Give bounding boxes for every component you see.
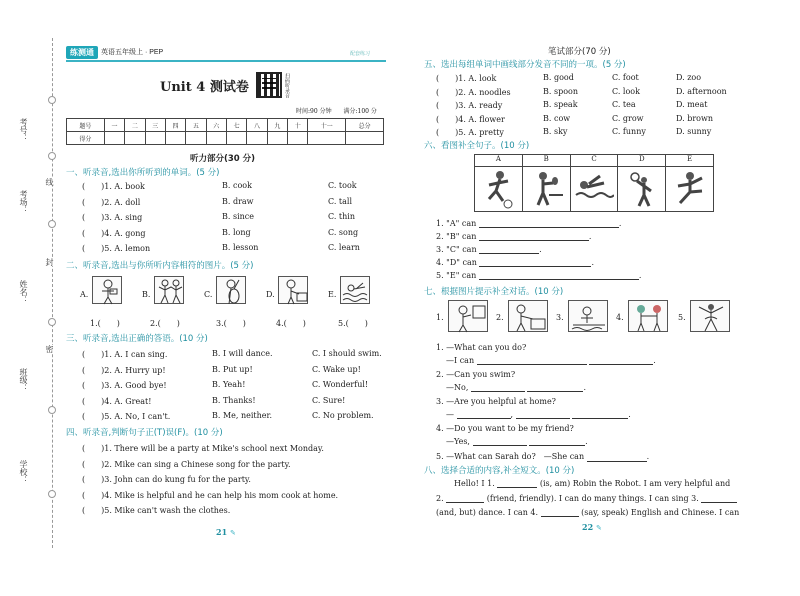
- sentence-prefix: 2. "B" can: [436, 232, 477, 241]
- picture-cooking-icon: [278, 276, 308, 304]
- page-title: Unit 4 测试卷: [160, 80, 249, 95]
- dialog-line-3: 3. —Are you helpful at home?: [436, 397, 556, 406]
- dialog-answer-1: —I can .: [446, 356, 656, 365]
- score-input[interactable]: [145, 132, 165, 145]
- list-item[interactable]: ( )3. John can do kung fu for the party.: [82, 475, 251, 484]
- option-c[interactable]: C. Sure!: [312, 396, 346, 405]
- option-b[interactable]: B. since: [222, 212, 254, 221]
- list-item[interactable]: ( )3. A. sing: [82, 213, 143, 222]
- option-b[interactable]: B. I will dance.: [212, 349, 273, 358]
- time-limit: 时间:90 分钟: [296, 108, 332, 115]
- score-cell: 得分: [67, 132, 105, 145]
- listening-section-title: 听力部分(30 分): [190, 154, 256, 164]
- option-c[interactable]: C. took: [328, 181, 357, 190]
- answer-slot[interactable]: 3.( ): [216, 319, 246, 328]
- option-c[interactable]: C. learn: [328, 243, 360, 252]
- passage-line-1: [454, 479, 730, 488]
- list-item[interactable]: ( )4. A. gong: [82, 229, 146, 238]
- answer-prefix: —No,: [446, 383, 469, 392]
- score-table: [66, 118, 384, 145]
- section-3-title: 三、听录音,选出正确的答语。(10 分): [66, 334, 208, 344]
- exam-number-label: 考号：: [19, 118, 28, 142]
- option-c[interactable]: C. Wonderful!: [312, 380, 369, 389]
- picture-reading-icon: [92, 276, 122, 304]
- option-b[interactable]: B. cow: [543, 114, 571, 123]
- blank-input[interactable]: [497, 480, 537, 488]
- option-b[interactable]: B. lesson: [222, 243, 259, 252]
- column-header: C: [571, 155, 619, 166]
- sports-picture-table: [474, 154, 714, 212]
- list-item[interactable]: ( )2. Mike can sing a Chinese song for the party.: [82, 460, 291, 469]
- sentence-5: 5. "E" can .: [436, 271, 642, 280]
- blank-input[interactable]: [457, 411, 511, 419]
- sentence-prefix: 5. "E" can: [436, 271, 477, 280]
- option-b[interactable]: B. spoon: [543, 87, 578, 96]
- sentence-3: 3. "C" can .: [436, 245, 542, 254]
- option-b[interactable]: B. speak: [543, 100, 578, 109]
- list-item[interactable]: ( )2. A. Hurry up!: [82, 366, 166, 375]
- option-c[interactable]: C. tall: [328, 197, 353, 206]
- column-header: E: [687, 155, 693, 163]
- score-cell: 一: [104, 119, 124, 132]
- blank-input[interactable]: [471, 384, 525, 392]
- sentence-2: 2. "B" can .: [436, 232, 592, 241]
- name-label: 姓名：: [19, 280, 28, 304]
- option-c[interactable]: C. song: [328, 228, 359, 237]
- score-input[interactable]: [346, 132, 384, 145]
- list-item[interactable]: ( )2. A. noodles: [436, 88, 511, 97]
- score-input[interactable]: [165, 132, 185, 145]
- blank-input[interactable]: [701, 495, 737, 503]
- section-5-title: 五、选出每组单词中画线部分发音不同的一项。(5 分): [424, 60, 626, 70]
- option-b[interactable]: B. cook: [222, 181, 252, 190]
- dialog-line-4: 4. —Do you want to be my friend?: [436, 424, 574, 433]
- two-friends-icon: [628, 300, 668, 332]
- sentence-prefix: 1. "A" can: [436, 219, 477, 228]
- score-table-score-row: [67, 132, 384, 145]
- dialog-line-1: 1. —What can you do?: [436, 343, 527, 352]
- list-item[interactable]: ( )5. A. pretty: [436, 128, 504, 137]
- blank-input[interactable]: [589, 357, 653, 365]
- ping-pong-icon: [523, 167, 571, 211]
- football-icon: [475, 167, 523, 211]
- sentence-prefix: 3. "C" can: [436, 245, 477, 254]
- page-number-left: 21: [216, 527, 228, 537]
- list-item[interactable]: ( )2. A. doll: [82, 198, 141, 207]
- score-cell: 题号: [67, 119, 105, 132]
- list-item[interactable]: ( )3. A. Good bye!: [82, 381, 167, 390]
- score-table-header-row: [67, 119, 384, 132]
- score-cell: 总分: [346, 119, 384, 132]
- page-number-right: 22: [582, 522, 594, 532]
- blank-input[interactable]: [572, 411, 628, 419]
- picture-swimming-icon: [340, 276, 370, 304]
- option-d[interactable]: D. meat: [676, 100, 708, 109]
- picture-pipa-icon: [216, 276, 246, 304]
- pic-letter-e: E.: [328, 290, 337, 299]
- section-1-title: 一、听录音,选出你所听到的单词。(5 分): [66, 168, 220, 178]
- answer-prefix: —Yes,: [446, 437, 470, 446]
- sentence-1: 1. "A" can .: [436, 219, 622, 228]
- passage-text: (say, speak) English and Chinese. I can: [581, 508, 740, 517]
- brand-header: [66, 45, 163, 59]
- binding-mark-line: 线: [45, 178, 54, 186]
- class-label: 班级：: [19, 368, 28, 392]
- score-input[interactable]: [186, 132, 206, 145]
- full-score: 满分:100 分: [343, 108, 377, 115]
- answer-slot[interactable]: 1.( ): [90, 319, 120, 328]
- score-cell: 十一: [308, 119, 346, 132]
- sentence-4: 4. "D" can .: [436, 258, 594, 267]
- score-cell: 七: [226, 119, 246, 132]
- option-b[interactable]: B. long: [222, 228, 251, 237]
- dialog-answer-4: —Yes, .: [446, 437, 588, 446]
- option-c[interactable]: C. look: [612, 87, 640, 96]
- list-item[interactable]: ( )1. A. book: [82, 182, 145, 191]
- blank-input[interactable]: [479, 246, 539, 254]
- list-item[interactable]: ( )1. A. look: [436, 74, 497, 83]
- list-item[interactable]: ( )4. Mike is helpful and he can help his mom cook at home.: [82, 491, 339, 500]
- time-info: [296, 106, 377, 115]
- blank-input[interactable]: [587, 454, 647, 462]
- score-input[interactable]: [226, 132, 246, 145]
- answer-slot[interactable]: 2.( ): [150, 319, 180, 328]
- answer-prefix: —I can: [446, 356, 475, 365]
- score-cell: 十: [288, 119, 308, 132]
- answer-slot[interactable]: 4.( ): [276, 319, 306, 328]
- blank-input[interactable]: [527, 384, 583, 392]
- option-c[interactable]: C. Wake up!: [312, 365, 361, 374]
- option-b[interactable]: B. draw: [222, 197, 254, 206]
- blank-input[interactable]: [479, 272, 639, 280]
- option-d[interactable]: D. zoo: [676, 73, 702, 82]
- painting-kids-icon: [448, 300, 488, 332]
- school-label: 学校：: [19, 460, 28, 484]
- blank-input[interactable]: [529, 438, 585, 446]
- score-cell: 六: [206, 119, 226, 132]
- passage-text: Hello! I 1.: [454, 479, 495, 488]
- option-d[interactable]: D. brown: [676, 114, 713, 123]
- passage-text: (friend, friendly). I can do many things. I can sing 3.: [486, 494, 699, 503]
- list-item[interactable]: ( )5. Mike can't wash the clothes.: [82, 506, 231, 515]
- pic-label: 1.: [436, 313, 444, 322]
- dialog-line-2: 2. —Can you swim?: [436, 370, 516, 379]
- pic-label: 2.: [496, 313, 504, 322]
- pencil-icon: ✎: [230, 529, 236, 537]
- qr-code-icon[interactable]: [256, 72, 282, 98]
- section-7-title: 七、根据图片提示补全对话。(10 分): [424, 287, 564, 297]
- swimming-icon: [571, 167, 619, 211]
- brand-logo: 练测通: [66, 46, 98, 59]
- written-section-title: 笔试部分(70 分): [548, 47, 611, 57]
- sentence-prefix: 4. "D" can: [436, 258, 477, 267]
- binding-hole: [48, 96, 56, 104]
- blank-input[interactable]: [516, 411, 570, 419]
- blank-input[interactable]: [479, 233, 589, 241]
- score-input[interactable]: [247, 132, 267, 145]
- header-rule: [66, 60, 386, 62]
- pic-label: 4.: [616, 313, 624, 322]
- score-input[interactable]: [308, 132, 346, 145]
- list-item[interactable]: ( )3. A. ready: [436, 101, 503, 110]
- pic-label: 3.: [556, 313, 564, 322]
- option-b[interactable]: B. sky: [543, 127, 568, 136]
- list-item[interactable]: ( )5. A. No, I can't.: [82, 412, 171, 421]
- series-label: 英语五年级上 · PEP: [101, 49, 164, 56]
- passage-line-3: [436, 508, 739, 517]
- basketball-icon: [618, 167, 666, 211]
- option-b[interactable]: B. good: [543, 73, 574, 82]
- dialog-line-5: 5. —What can Sarah do? —She can .: [436, 452, 650, 461]
- option-b[interactable]: B. Put up!: [212, 365, 253, 374]
- header-tag: 配套练习: [350, 51, 371, 57]
- pic-letter-c: C.: [204, 290, 213, 299]
- score-input[interactable]: [267, 132, 287, 145]
- list-item[interactable]: ( )1. A. I can sing.: [82, 350, 168, 359]
- column-header: A: [475, 155, 523, 166]
- cooking-kitchen-icon: [508, 300, 548, 332]
- binding-hole: [48, 406, 56, 414]
- section-6-title: 六、看图补全句子。(10 分): [424, 141, 530, 151]
- option-c[interactable]: C. funny: [612, 127, 646, 136]
- option-b[interactable]: B. Me, neither.: [212, 411, 273, 420]
- list-item[interactable]: ( )4. A. flower: [436, 115, 505, 124]
- pic-label: 5.: [678, 313, 686, 322]
- blank-input[interactable]: [446, 495, 484, 503]
- option-c[interactable]: C. tea: [612, 100, 636, 109]
- option-d[interactable]: D. sunny: [676, 127, 712, 136]
- answer-prefix: —: [446, 410, 454, 419]
- binding-hole: [48, 490, 56, 498]
- score-input[interactable]: [125, 132, 145, 145]
- passage-text: 2.: [436, 494, 444, 503]
- kung-fu-icon: [666, 167, 713, 211]
- dialog-answer-3: — , .: [446, 410, 631, 419]
- blank-input[interactable]: [479, 220, 619, 228]
- blank-input[interactable]: [477, 357, 587, 365]
- score-cell: 三: [145, 119, 165, 132]
- passage-text: (and, but) dance. I can 4.: [436, 508, 539, 517]
- blank-input[interactable]: [473, 438, 527, 446]
- score-cell: 四: [165, 119, 185, 132]
- passage-line-2: [436, 494, 737, 503]
- section-2-title: 二、听录音,选出与你所听内容相符的图片。(5 分): [66, 261, 254, 271]
- pic-letter-b: B.: [142, 290, 151, 299]
- score-cell: 五: [186, 119, 206, 132]
- binding-line: [52, 38, 53, 548]
- blank-input[interactable]: [541, 509, 579, 517]
- section-4-title: 四、听录音,判断句子正(T)误(F)。(10 分): [66, 428, 223, 438]
- binding-mark-seal: 封: [45, 258, 54, 266]
- pic-letter-a: A.: [80, 290, 89, 299]
- score-cell: 九: [267, 119, 287, 132]
- column-header: B: [523, 155, 571, 166]
- dialog-answer-2: —No, .: [446, 383, 586, 392]
- list-item[interactable]: ( )4. A. Great!: [82, 397, 152, 406]
- option-c[interactable]: C. foot: [612, 73, 639, 82]
- section-8-title: 八、选择合适的内容,补全短文。(10 分): [424, 466, 575, 476]
- binding-hole: [48, 318, 56, 326]
- option-b[interactable]: B. Thanks!: [212, 396, 256, 405]
- blank-input[interactable]: [479, 259, 591, 267]
- swimming-pool-icon: [568, 300, 608, 332]
- score-cell: 二: [125, 119, 145, 132]
- score-cell: 八: [247, 119, 267, 132]
- column-header: D: [618, 155, 666, 166]
- qr-caption: 扫码听录音: [284, 73, 290, 98]
- passage-text: (is, am) Robin the Robot. I am very helpful and: [539, 479, 731, 488]
- option-d[interactable]: D. afternoon: [676, 87, 727, 96]
- option-c[interactable]: C. No problem.: [312, 411, 374, 420]
- score-input[interactable]: [206, 132, 226, 145]
- exam-room-label: 考场：: [19, 190, 28, 214]
- option-c[interactable]: C. I should swim.: [312, 349, 382, 358]
- ballet-dancer-icon: [690, 300, 730, 332]
- option-c[interactable]: C. thin: [328, 212, 355, 221]
- option-b[interactable]: B. Yeah!: [212, 380, 246, 389]
- score-input[interactable]: [288, 132, 308, 145]
- picture-dancing-icon: [154, 276, 184, 304]
- binding-mark-secret: 密: [45, 345, 54, 353]
- pic-letter-d: D.: [266, 290, 275, 299]
- list-item[interactable]: ( )5. A. lemon: [82, 244, 151, 253]
- option-c[interactable]: C. grow: [612, 114, 644, 123]
- score-input[interactable]: [104, 132, 124, 145]
- binding-hole: [48, 152, 56, 160]
- binding-hole: [48, 220, 56, 228]
- list-item[interactable]: ( )1. There will be a party at Mike's school next Monday.: [82, 444, 324, 453]
- dialog-text: 5. —What can Sarah do? —She can: [436, 452, 585, 461]
- pencil-icon: ✎: [596, 524, 602, 532]
- answer-slot[interactable]: 5.( ): [338, 319, 368, 328]
